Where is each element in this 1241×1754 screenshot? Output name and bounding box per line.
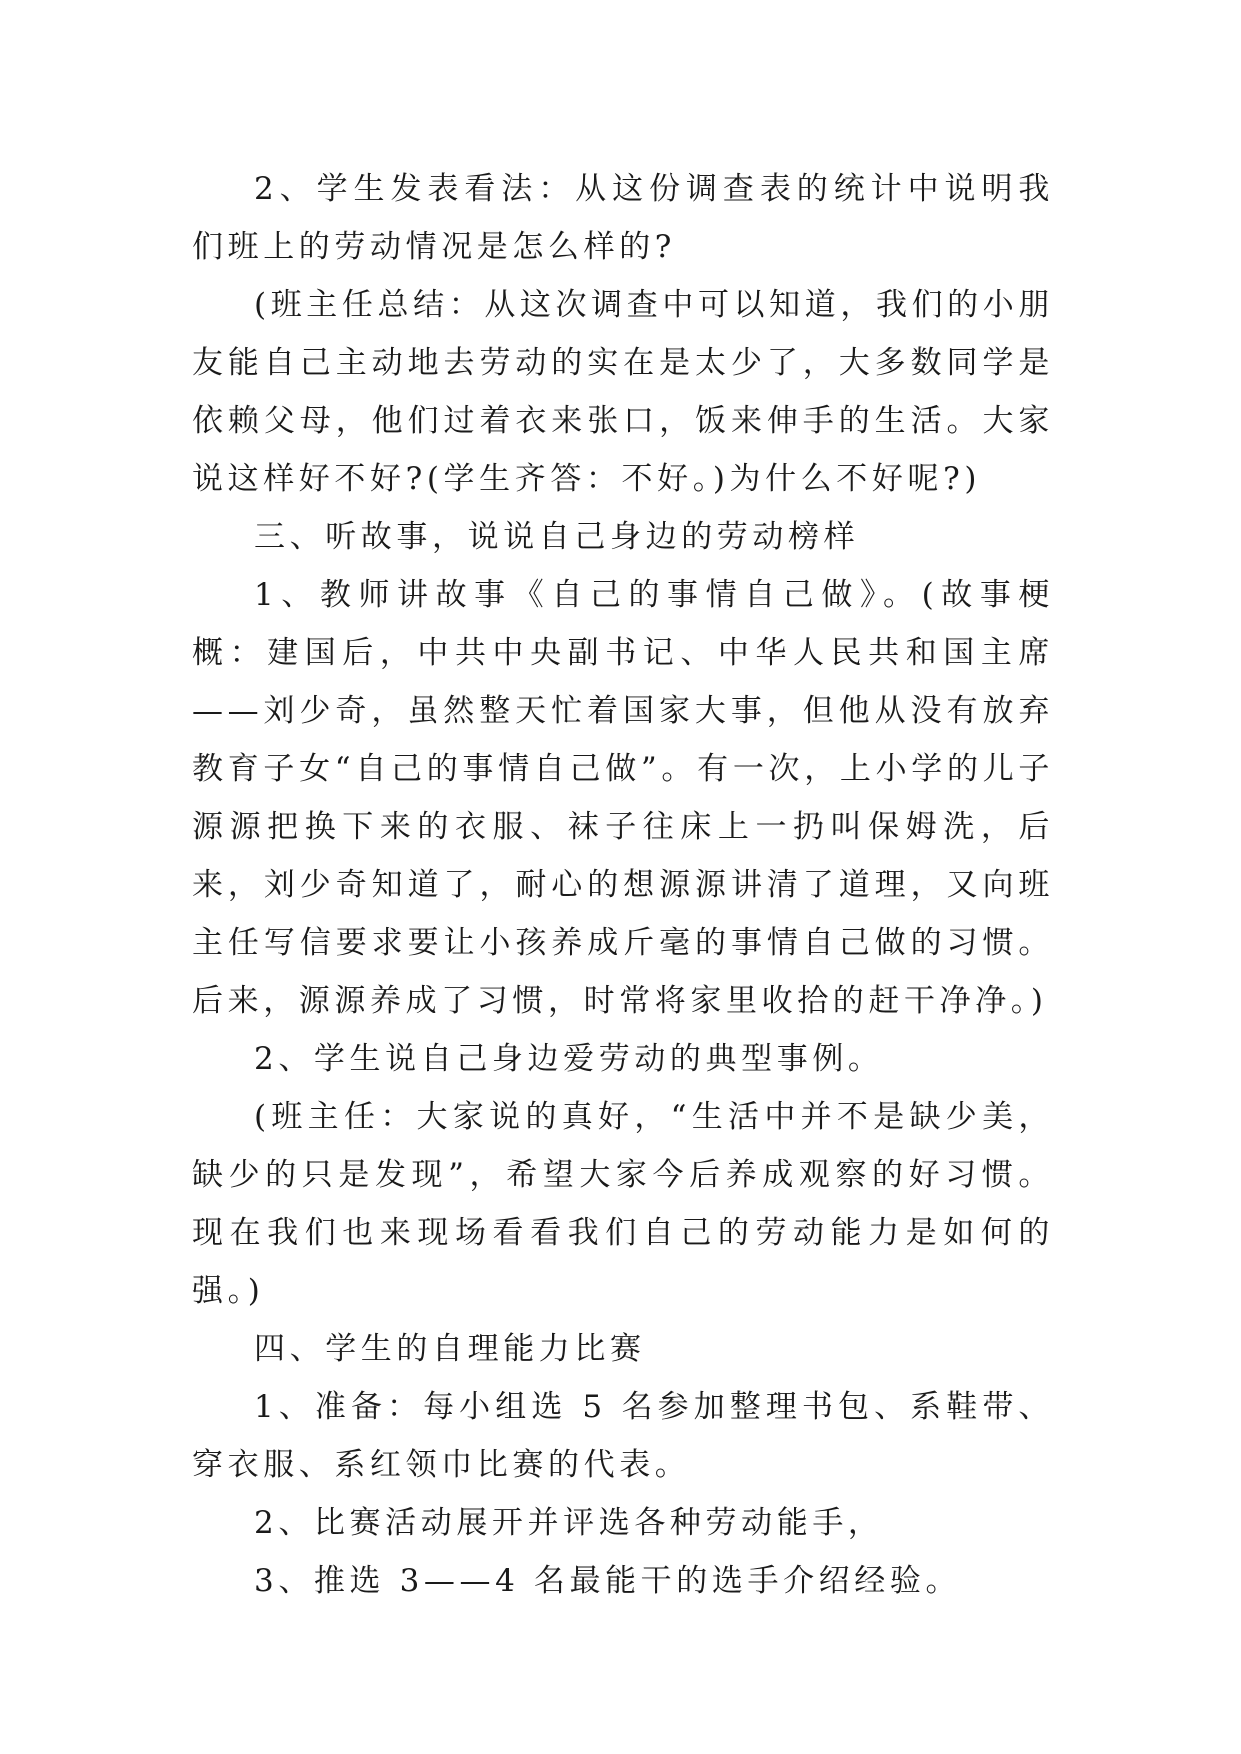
paragraph-teacher-summary: (班主任总结：从这次调查中可以知道，我们的小朋友能自己主动地去劳动的实在是太少了，大多数同学是依赖父母，他们过着衣来张口，饭来伸手的生活。大家说这样好不好?(学生齐答：不好。)为什么不好呢?) xyxy=(192,287,1054,497)
paragraph-opinion: 2、学生发表看法：从这份调查表的统计中说明我们班上的劳动情况是怎么样的? xyxy=(192,171,1054,265)
paragraph-teacher-comment: (班主任：大家说的真好，“生活中并不是缺少美，缺少的只是发现”，希望大家今后养成观察的好习惯。现在我们也来现场看看我们自己的劳动能力是如何的强。) xyxy=(192,1099,1054,1309)
section-heading-competition: 四、学生的自理能力比赛 xyxy=(254,1331,646,1367)
paragraph-examples: 2、学生说自己身边爱劳动的典型事例。 xyxy=(254,1041,884,1077)
document-body xyxy=(192,160,1054,1610)
section-heading-story: 三、听故事，说说自己身边的劳动榜样 xyxy=(254,519,860,555)
paragraph-competition: 2、比赛活动展开并评选各种劳动能手， xyxy=(254,1505,884,1541)
paragraph-story: 1、教师讲故事《自己的事情自己做》。(故事梗概：建国后，中共中央副书记、中华人民共和国主席——刘少奇，虽然整天忙着国家大事，但他从没有放弃教育子女“自己的事情自己做”。有一次，上小学的儿子源源把换下来的衣服、袜子往床上一扔叫保姆洗，后来，刘少奇知道了，耐心的想源源讲清了道理，又向班主任写信要求要让小孩养成斤毫的事情自己做的习惯。后来，源源养成了习惯，时常将家里收拾的赶干净净。) xyxy=(192,577,1054,1019)
paragraph-experience: 3、推选 3——4 名最能干的选手介绍经验。 xyxy=(254,1563,962,1599)
paragraph-preparation: 1、准备：每小组选 5 名参加整理书包、系鞋带、穿衣服、系红领巾比赛的代表。 xyxy=(192,1389,1054,1483)
